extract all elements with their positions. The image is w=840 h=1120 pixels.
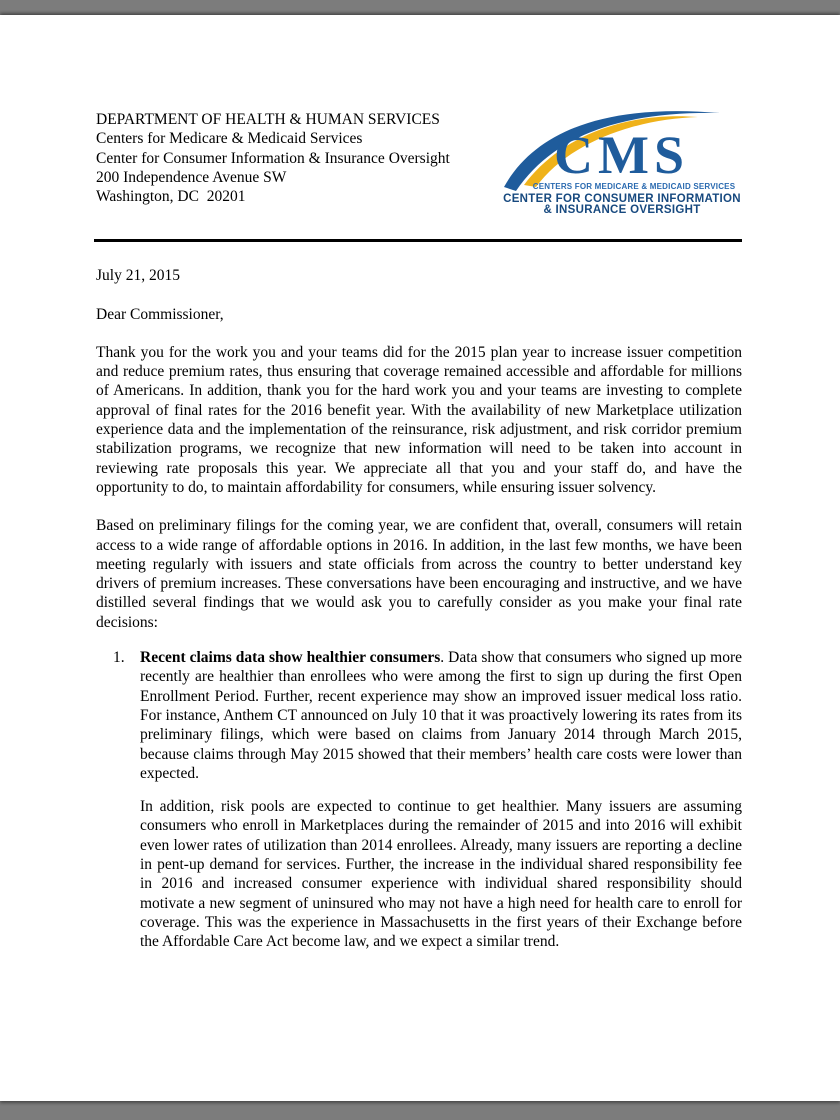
salutation: Dear Commissioner,: [96, 305, 224, 323]
cciio-tagline-line1: CENTER FOR CONSUMER INFORMATION: [503, 193, 741, 205]
paragraph-2: Based on preliminary filings for the coming year, we are confident that, overall, consumers will retain access to a wide range of affordable options in 2016. In addition, in the last few months, we have been meeting regularly with issuers and state officials from across the country to better understand key drivers of premium increases. These conversations have been encouraging and instructive, and we have distilled several findings that we would ask you to carefully consider as you make your final rate decisions:: [96, 517, 742, 631]
letterhead-address: [96, 110, 450, 206]
letter-date: July 21, 2015: [96, 267, 180, 285]
header-divider: [94, 239, 742, 242]
letterhead-line: 200 Independence Avenue SW: [96, 168, 287, 186]
letter-page: [0, 15, 840, 1101]
cciio-tagline-line2: & INSURANCE OVERSIGHT: [543, 204, 701, 215]
list-item-1-number: 1.: [113, 649, 125, 667]
list-item-1: [96, 648, 742, 783]
cms-logo-acronym: CMS: [554, 125, 689, 185]
list-item-1-body: . Data show that consumers who signed up more recently are healthier than enrollees who were among the first to sign up during the first Open Enrollment Period. Further, recent experience may show an improved issuer medical loss ratio. For instance, Anthem CT announced on July 10 that it was proactively lowering its rates from its preliminary filings, which were based on claims from January 2014 through March 2015, because claims through May 2015 showed that their members’ health care costs were lower than expected.: [140, 649, 742, 782]
letterhead-line: Washington, DC 20201: [96, 188, 246, 206]
letter-content: [0, 15, 840, 952]
paragraph-1: Thank you for the work you and your teams did for the 2015 plan year to increase issuer competition and reduce premium rates, thus ensuring that coverage remained accessible and affordable for millions of Americans. In addition, thank you for the hard work you and your teams are investing to complete approval of final rates for the 2016 benefit year. With the availability of new Marketplace utilization experience data and the implementation of the reinsurance, risk adjustment, and risk corridor premium stabilization programs, we recognize that new information will need to be taken into account in reviewing rate proposals this year. We appreciate all that you and your staff do, and have the opportunity to do, to maintain affordability for consumers, while ensuring issuer solvency.: [96, 343, 742, 496]
letterhead: [96, 110, 742, 220]
cms-logo-tagline-small: CENTERS FOR MEDICARE & MEDICAID SERVICES: [532, 182, 736, 191]
list-item-1-title: Recent claims data show healthier consumers: [140, 649, 441, 667]
cms-logo-graphic: [502, 111, 742, 215]
list-item-1-continued: In addition, risk pools are expected to continue to get healthier. Many issuers are assuming consumers who enroll in Marketplaces during the remainder of 2015 and into 2016 will exhibit even lower rates of utilization than 2014 enrollees. Already, many issuers are reporting a decline in pent-up demand for services. Further, the increase in the individual shared responsibility fee in 2016 and increased consumer experience with individual shared responsibility should motivate a new segment of uninsured who may not have a high need for health care to enroll for coverage. This was the experience in Massachusetts in the first years of their Exchange before the Affordable Care Act become law, and we expect a similar trend.: [140, 798, 742, 951]
letterhead-line: DEPARTMENT OF HEALTH & HUMAN SERVICES: [96, 111, 440, 128]
letterhead-line: Center for Consumer Information & Insurance Oversight: [96, 149, 450, 167]
cms-logo: [502, 111, 742, 220]
letterhead-line: Centers for Medicare & Medicaid Services: [96, 130, 363, 148]
